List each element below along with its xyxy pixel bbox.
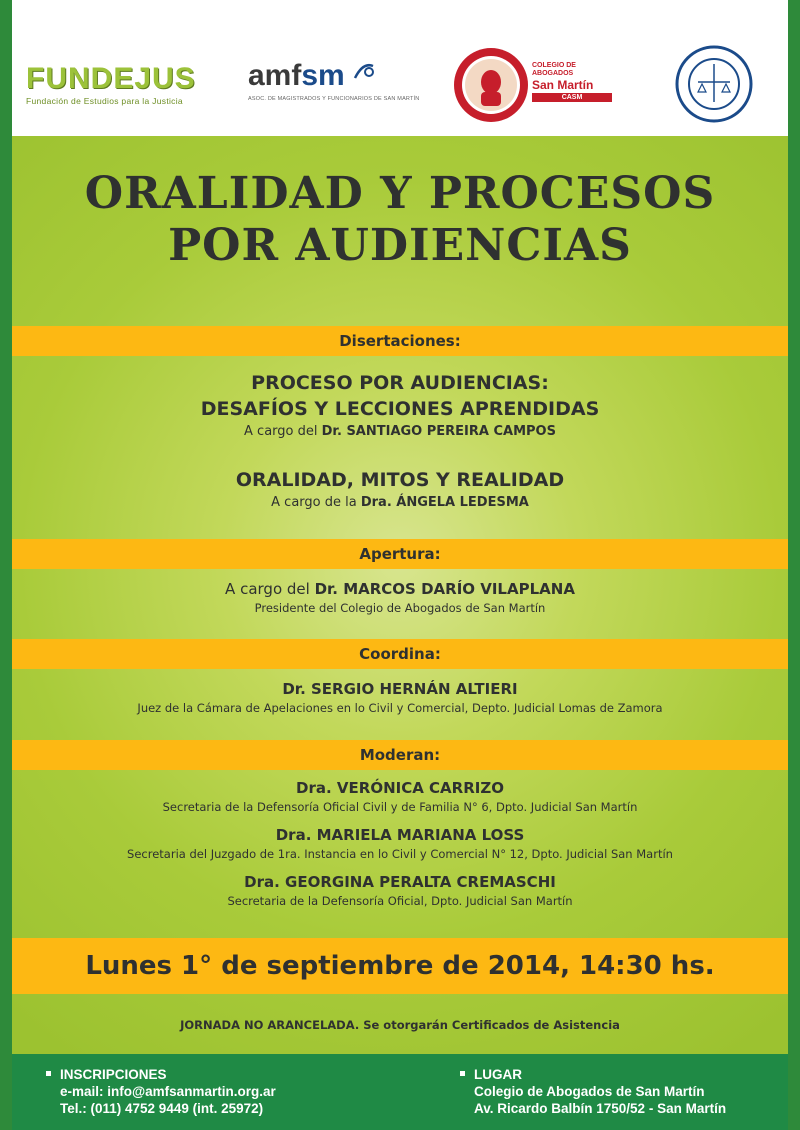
talk-1-by-name: Dr. SANTIAGO PEREIRA CAMPOS [321, 424, 556, 439]
moderator-1-role: Secretaria de la Defensoría Oficial Civil y de Familia N° 6, Dpto. Judicial San Martín [162, 800, 638, 814]
lugar-line-2: Av. Ricardo Balbín 1750/52 - San Martín [474, 1101, 727, 1116]
casm-text [532, 62, 612, 102]
coordina-name: Dr. SERGIO HERNÁN ALTIERI [282, 680, 518, 698]
casm-big: San Martín [532, 78, 594, 92]
apertura-block [0, 578, 800, 617]
talk-2-by-name: Dra. ÁNGELA LEDESMA [360, 495, 529, 510]
footer [0, 1054, 800, 1130]
lugar-line-1: Colegio de Abogados de San Martín [474, 1084, 705, 1099]
casm-tag: CASM [532, 93, 612, 102]
talk-1 [0, 370, 800, 442]
fundejus-name: FUNDEJUS [26, 62, 196, 95]
page-title [0, 168, 800, 272]
amfsm-subtitle: ASOC. DE MAGISTRADOS Y FUNCIONARIOS DE SAN MARTÍN [248, 96, 420, 102]
amfsm-name-a: amf [248, 59, 302, 92]
moderator-2-name: Dra. MARIELA MARIANA LOSS [275, 826, 525, 844]
fundejus-logo [26, 64, 196, 106]
moderator-3-role: Secretaria de la Defensoría Oficial, Dpto. Judicial San Martín [227, 894, 573, 908]
coordina-band: Coordina: [0, 639, 800, 669]
aadp-seal-icon [674, 44, 754, 124]
apertura-role: Presidente del Colegio de Abogados de San Martín [254, 601, 546, 615]
amfsm-swoosh-icon [353, 60, 375, 82]
lugar-title: LUGAR [474, 1067, 522, 1082]
moderator-3-name: Dra. GEORGINA PERALTA CREMASCHI [244, 873, 556, 891]
moderator-2-role: Secretaria del Juzgado de 1ra. Instancia en lo Civil y Comercial N° 12, Dpto. Judicial San Martín [127, 847, 673, 861]
apertura-by-prefix: A cargo del [225, 580, 315, 598]
coordina-block [0, 678, 800, 717]
talk-1-speaker [0, 422, 800, 442]
fundejus-subtitle: Fundación de Estudios para la Justicia [26, 96, 183, 106]
talk-2-speaker [0, 493, 800, 513]
inscripciones-email[interactable]: e-mail: info@amfsanmartin.org.ar [60, 1084, 276, 1099]
logo-header [12, 0, 788, 136]
talk-2-title: ORALIDAD, MITOS Y REALIDAD [235, 469, 565, 491]
talk-1-title-1: PROCESO POR AUDIENCIAS: [251, 372, 549, 394]
casm-logo [452, 46, 594, 124]
inscripciones-title: INSCRIPCIONES [60, 1067, 167, 1082]
disertaciones-band: Disertaciones: [0, 326, 800, 356]
bullet-icon [46, 1071, 51, 1076]
aadp-logo [674, 44, 754, 128]
talk-2 [0, 467, 800, 513]
title-line-2: POR AUDIENCIAS [168, 220, 632, 271]
moderator-1-name: Dra. VERÓNICA CARRIZO [296, 779, 504, 797]
free-event-note: JORNADA NO ARANCELADA. Se otorgarán Certificados de Asistencia [180, 1018, 620, 1032]
casm-seal-icon [452, 46, 530, 124]
amfsm-name-b: sm [301, 59, 345, 92]
inscripciones-info [46, 1066, 276, 1117]
lugar-head [460, 1066, 726, 1083]
lugar-info [460, 1066, 726, 1117]
apertura-speaker [0, 578, 800, 600]
amfsm-logo [248, 60, 419, 102]
talk-1-title-2: DESAFÍOS Y LECCIONES APRENDIDAS [200, 398, 600, 420]
apertura-band: Apertura: [0, 539, 800, 569]
casm-small: COLEGIO DE ABOGADOS [532, 62, 576, 77]
amfsm-name [248, 60, 419, 92]
talk-1-by-prefix: A cargo del [244, 424, 322, 439]
inscripciones-head [46, 1066, 276, 1083]
moderan-band: Moderan: [0, 740, 800, 770]
coordina-role: Juez de la Cámara de Apelaciones en lo Civil y Comercial, Depto. Judicial Lomas de Zamora [137, 701, 663, 715]
inscripciones-phone: Tel.: (011) 4752 9449 (int. 25972) [60, 1101, 264, 1116]
moderan-block [0, 777, 800, 910]
apertura-by-name: Dr. MARCOS DARÍO VILAPLANA [314, 580, 575, 598]
event-date: Lunes 1° de septiembre de 2014, 14:30 hs. [0, 938, 800, 994]
title-line-1: ORALIDAD Y PROCESOS [84, 168, 716, 219]
bullet-icon [460, 1071, 465, 1076]
talk-2-by-prefix: A cargo de la [271, 495, 361, 510]
